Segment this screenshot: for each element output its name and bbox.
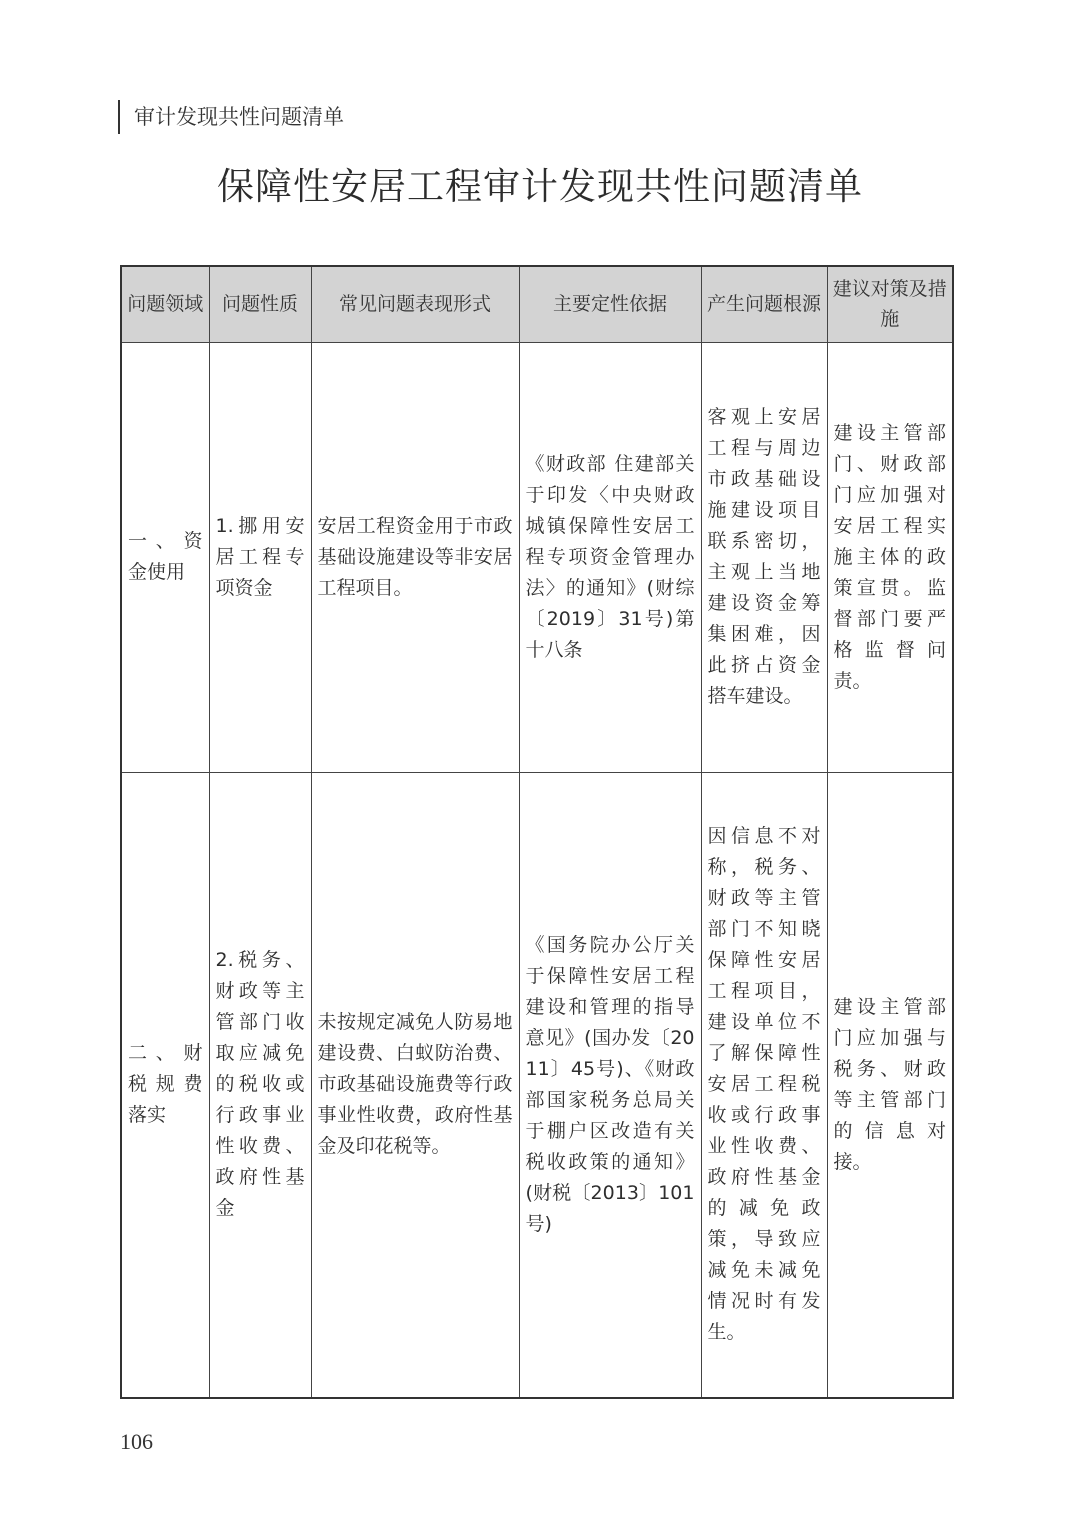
cell-basis: 《国务院办公厅关于保障性安居工程建设和管理的指导意见》(国办发〔2011〕45号)、《财政部国家税务总局关于棚户区改造有关税收政策的通知》(财税〔2013〕101号) bbox=[519, 772, 701, 1398]
audit-findings-table bbox=[120, 265, 954, 1399]
cell-root-cause: 客观上安居工程与周边市政基础设施建设项目联系密切，主观上当地建设资金筹集困难，因此挤占资金搭车建设。 bbox=[701, 342, 827, 772]
cell-problem-nature: 1.挪用安居工程专项资金 bbox=[209, 342, 311, 772]
cell-problem-area: 一、资金使用 bbox=[121, 342, 209, 772]
table-row bbox=[121, 772, 953, 1398]
header-manifestation: 常见问题表现形式 bbox=[311, 266, 519, 342]
cell-measures: 建设主管部门应加强与税务、财政等主管部门的信息对接。 bbox=[827, 772, 953, 1398]
header-measures: 建议对策及措施 bbox=[827, 266, 953, 342]
cell-basis: 《财政部 住建部关于印发〈中央财政城镇保障性安居工程专项资金管理办法〉的通知》(财综〔2019〕31号)第十八条 bbox=[519, 342, 701, 772]
page-number: 106 bbox=[120, 1429, 153, 1454]
header-basis: 主要定性依据 bbox=[519, 266, 701, 342]
running-header: 审计发现共性问题清单 bbox=[118, 100, 344, 134]
cell-problem-area: 二、财税规费落实 bbox=[121, 772, 209, 1398]
table-row bbox=[121, 342, 953, 772]
cell-manifestation: 安居工程资金用于市政基础设施建设等非安居工程项目。 bbox=[311, 342, 519, 772]
cell-problem-nature: 2.税务、财政等主管部门收取应减免的税收或行政事业性收费、政府性基金 bbox=[209, 772, 311, 1398]
cell-manifestation: 未按规定减免人防易地建设费、白蚁防治费、市政基础设施费等行政事业性收费，政府性基金及印花税等。 bbox=[311, 772, 519, 1398]
cell-measures: 建设主管部门、财政部门应加强对安居工程实施主体的政策宣贯。监督部门要严格监督问责。 bbox=[827, 342, 953, 772]
header-root-cause: 产生问题根源 bbox=[701, 266, 827, 342]
table-header-row bbox=[121, 266, 953, 342]
header-problem-area: 问题领域 bbox=[121, 266, 209, 342]
page-title: 保障性安居工程审计发现共性问题清单 bbox=[217, 165, 863, 208]
cell-root-cause: 因信息不对称，税务、财政等主管部门不知晓保障性安居工程项目，建设单位不了解保障性安居工程税收或行政事业性收费、政府性基金的减免政策，导致应减免未减免情况时有发生。 bbox=[701, 772, 827, 1398]
header-problem-nature: 问题性质 bbox=[209, 266, 311, 342]
